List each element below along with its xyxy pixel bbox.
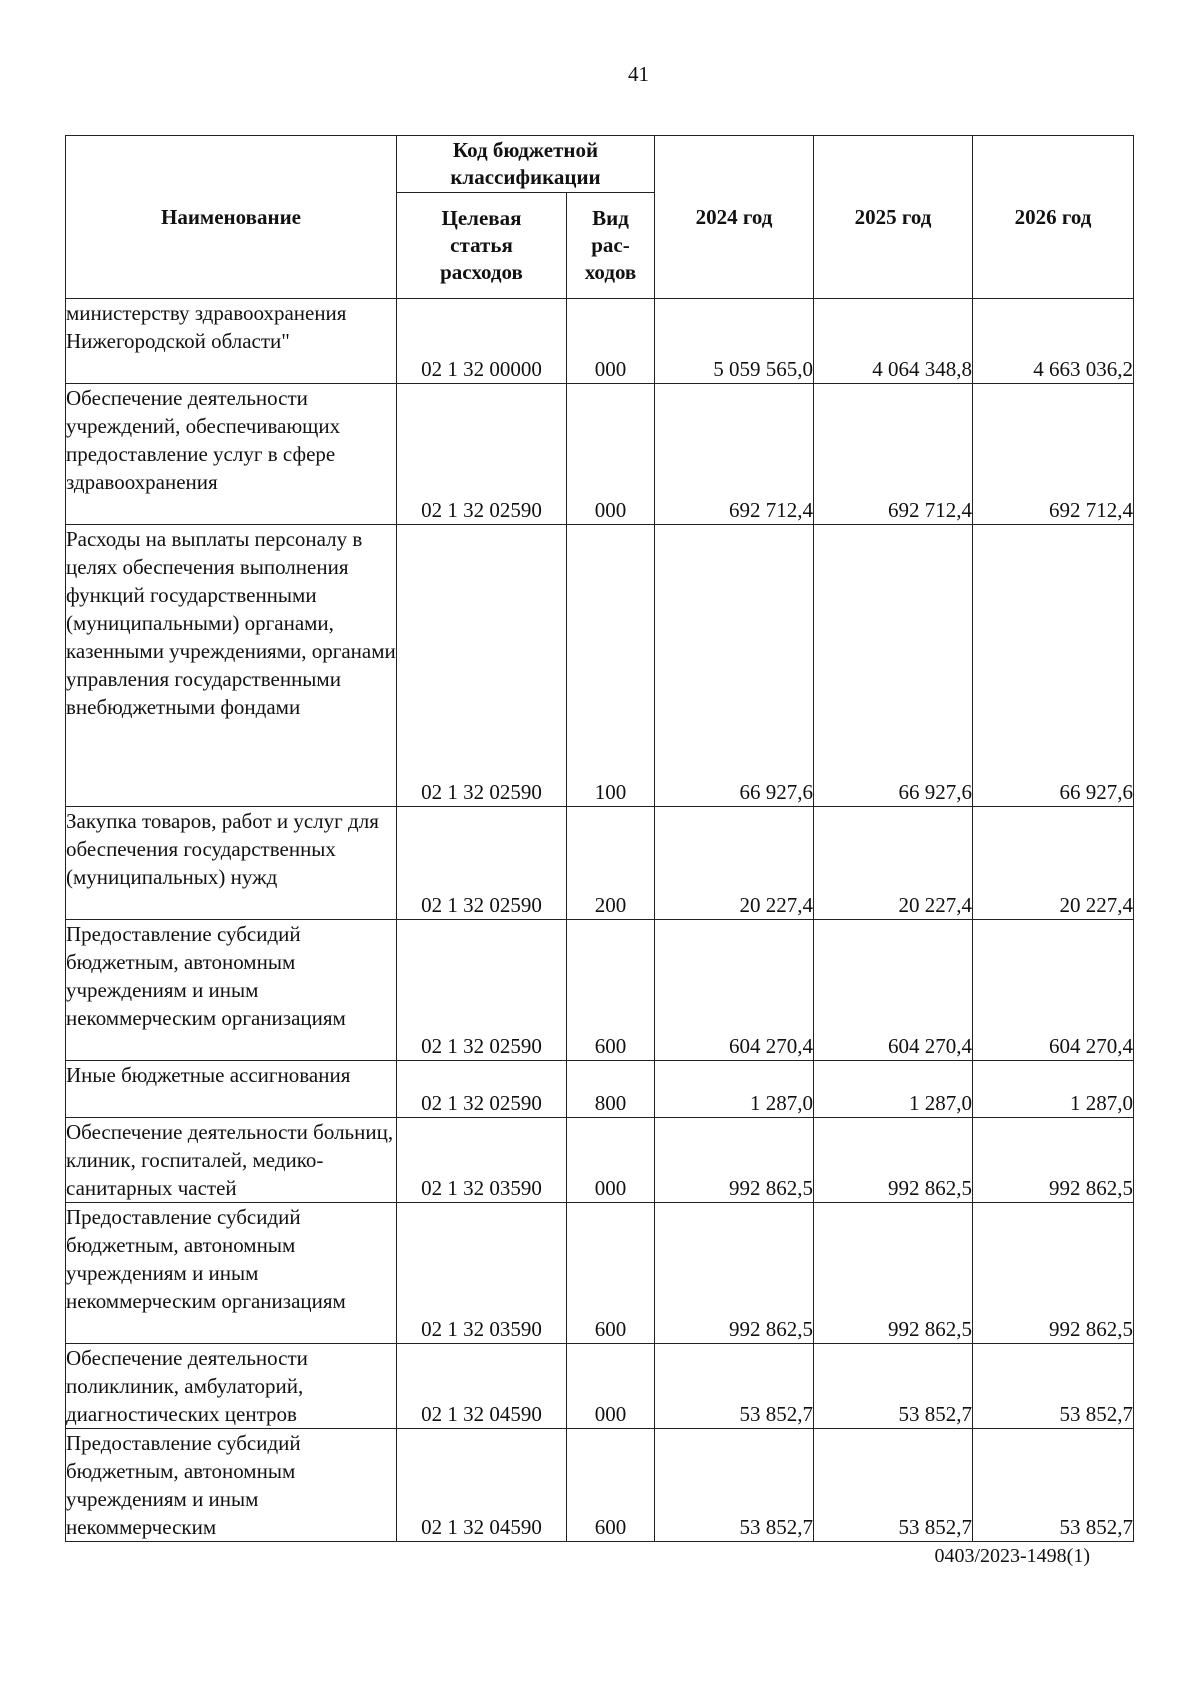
row-value-2025: 4 064 348,8	[814, 299, 973, 384]
row-name: министерству здравоохранения Нижегородской области"	[66, 299, 397, 384]
row-value-2025: 66 927,6	[814, 525, 973, 807]
table-row	[66, 1061, 1134, 1118]
row-type-code: 000	[567, 1344, 655, 1429]
row-value-2024: 53 852,7	[655, 1429, 814, 1542]
table-row	[66, 1118, 1134, 1203]
budget-table	[65, 135, 1134, 1542]
row-value-2024: 5 059 565,0	[655, 299, 814, 384]
row-target-code: 02 1 32 03590	[397, 1118, 567, 1203]
row-value-2024: 20 227,4	[655, 807, 814, 920]
header-2025: 2025 год	[814, 136, 973, 299]
row-value-2024: 992 862,5	[655, 1203, 814, 1344]
row-target-code: 02 1 32 04590	[397, 1429, 567, 1542]
row-target-code: 02 1 32 00000	[397, 299, 567, 384]
table-row	[66, 1203, 1134, 1344]
row-value-2025: 53 852,7	[814, 1344, 973, 1429]
table-row	[66, 384, 1134, 525]
table-row	[66, 525, 1134, 807]
row-value-2026: 1 287,0	[973, 1061, 1134, 1118]
row-type-code: 600	[567, 1429, 655, 1542]
row-value-2025: 992 862,5	[814, 1203, 973, 1344]
row-name: Иные бюджетные ассигнования	[66, 1061, 397, 1118]
header-2024: 2024 год	[655, 136, 814, 299]
row-type-code: 000	[567, 1118, 655, 1203]
row-value-2025: 20 227,4	[814, 807, 973, 920]
row-name: Предоставление субсидий бюджетным, автономным учреждениям и иным некоммерческим организациям	[66, 1203, 397, 1344]
header-code-group: Код бюджетной классификации	[397, 136, 655, 193]
header-2026: 2026 год	[973, 136, 1134, 299]
row-target-code: 02 1 32 02590	[397, 1061, 567, 1118]
table-row	[66, 807, 1134, 920]
row-target-code: 02 1 32 03590	[397, 1203, 567, 1344]
row-value-2026: 53 852,7	[973, 1429, 1134, 1542]
row-type-code: 000	[567, 299, 655, 384]
row-name: Обеспечение деятельности поликлиник, амбулаторий, диагностических центров	[66, 1344, 397, 1429]
table-row	[66, 1344, 1134, 1429]
table-row	[66, 1429, 1134, 1542]
row-value-2026: 4 663 036,2	[973, 299, 1134, 384]
row-value-2024: 66 927,6	[655, 525, 814, 807]
row-value-2024: 604 270,4	[655, 920, 814, 1061]
row-type-code: 600	[567, 920, 655, 1061]
row-value-2024: 53 852,7	[655, 1344, 814, 1429]
row-value-2026: 604 270,4	[973, 920, 1134, 1061]
row-value-2025: 1 287,0	[814, 1061, 973, 1118]
row-value-2026: 692 712,4	[973, 384, 1134, 525]
header-type: Вид рас-ходов	[567, 193, 655, 299]
row-value-2024: 692 712,4	[655, 384, 814, 525]
row-value-2026: 992 862,5	[973, 1118, 1134, 1203]
row-name: Закупка товаров, работ и услуг для обеспечения государственных (муниципальных) нужд	[66, 807, 397, 920]
row-name: Предоставление субсидий бюджетным, автономным учреждениям и иным некоммерческим организациям	[66, 920, 397, 1061]
row-value-2026: 20 227,4	[973, 807, 1134, 920]
row-target-code: 02 1 32 02590	[397, 384, 567, 525]
row-type-code: 200	[567, 807, 655, 920]
row-value-2026: 992 862,5	[973, 1203, 1134, 1344]
row-target-code: 02 1 32 04590	[397, 1344, 567, 1429]
row-type-code: 800	[567, 1061, 655, 1118]
row-name: Обеспечение деятельности учреждений, обеспечивающих предоставление услуг в сфере здравоохранения	[66, 384, 397, 525]
row-type-code: 000	[567, 384, 655, 525]
row-value-2025: 604 270,4	[814, 920, 973, 1061]
row-value-2025: 992 862,5	[814, 1118, 973, 1203]
row-name: Предоставление субсидий бюджетным, автономным учреждениям и иным некоммерческим	[66, 1429, 397, 1542]
header-target: Целевая статья расходов	[397, 193, 567, 299]
row-target-code: 02 1 32 02590	[397, 807, 567, 920]
document-code: 0403/2023-1498(1)	[934, 1545, 1090, 1567]
row-type-code: 600	[567, 1203, 655, 1344]
row-value-2026: 66 927,6	[973, 525, 1134, 807]
row-name: Обеспечение деятельности больниц, клиник, госпиталей, медико-санитарных частей	[66, 1118, 397, 1203]
table-row	[66, 920, 1134, 1061]
row-type-code: 100	[567, 525, 655, 807]
row-value-2024: 1 287,0	[655, 1061, 814, 1118]
row-value-2026: 53 852,7	[973, 1344, 1134, 1429]
table-row	[66, 299, 1134, 384]
page-number: 41	[628, 62, 649, 86]
row-name: Расходы на выплаты персоналу в целях обеспечения выполнения функций государственными (муниципальными) органами, казенными учреждениями, органами управления государственными внебюджетными фондами	[66, 525, 397, 807]
row-value-2025: 53 852,7	[814, 1429, 973, 1542]
row-target-code: 02 1 32 02590	[397, 525, 567, 807]
row-value-2025: 692 712,4	[814, 384, 973, 525]
header-name: Наименование	[66, 136, 397, 299]
row-value-2024: 992 862,5	[655, 1118, 814, 1203]
row-target-code: 02 1 32 02590	[397, 920, 567, 1061]
